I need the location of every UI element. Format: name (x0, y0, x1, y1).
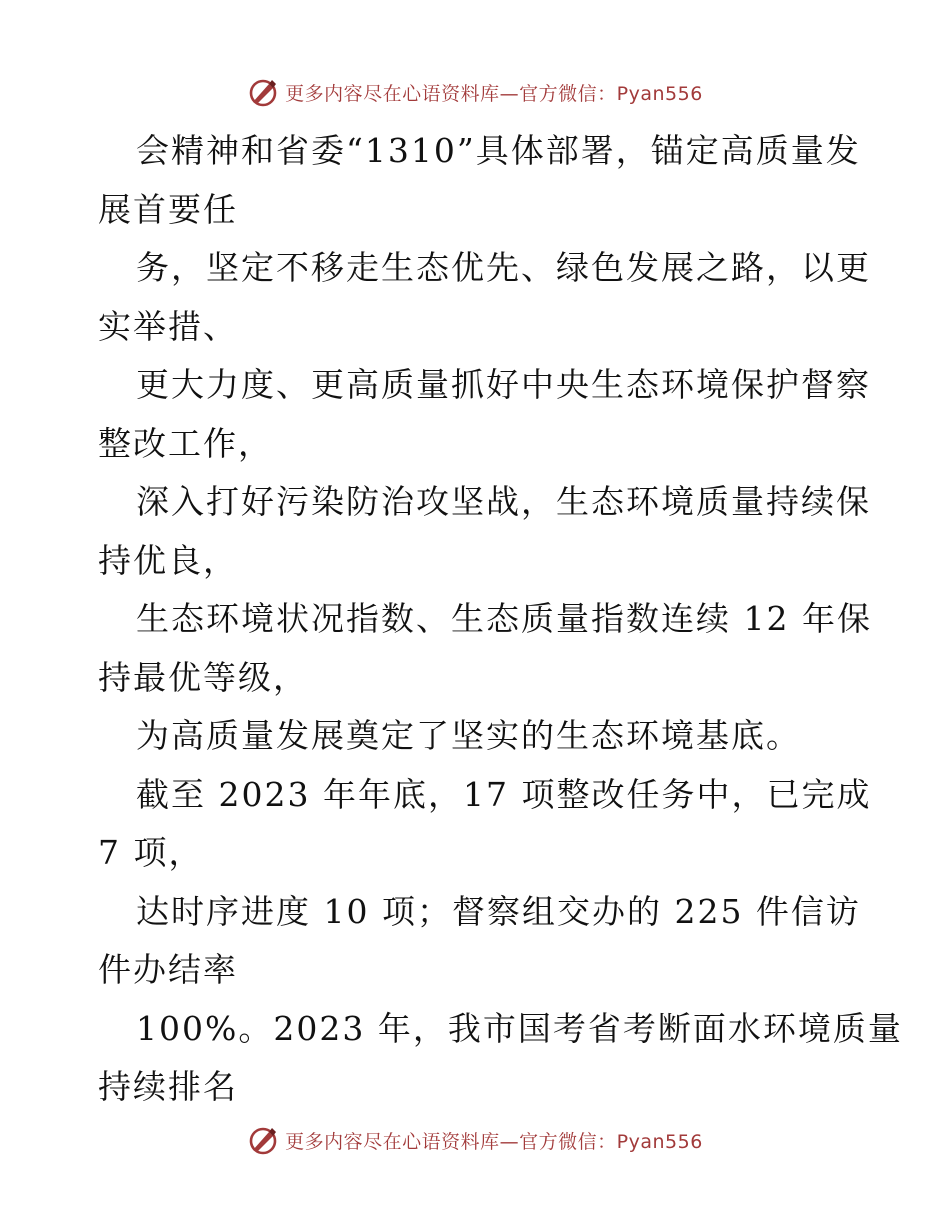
paragraph-line: 截至 2023 年年底，17 项整改任务中，已完成 (136, 774, 872, 814)
paragraph-line: 实举措、 (98, 306, 238, 346)
watermark-header (0, 72, 950, 112)
paragraph (98, 1000, 903, 1117)
paragraph (98, 122, 861, 239)
paragraph-line: 7 项， (98, 833, 204, 872)
paragraph-line: 100%。2023 年，我市国考省考断面水环境质量 (136, 1008, 903, 1048)
document-body (98, 122, 903, 1117)
pen-circle-logo-icon (247, 76, 279, 108)
paragraph-line: 生态环境状况指数、生态质量指数连续 12 年保 (136, 599, 872, 638)
paragraph (98, 883, 861, 1000)
paragraph-line: 为高质量发展奠定了坚实的生态环境基底。 (136, 716, 801, 755)
paragraph-line: 达时序进度 10 项；督察组交办的 225 件信访 (136, 891, 861, 931)
watermark-text: 更多内容尽在心语资料库—官方微信：Pyan556 (285, 82, 703, 105)
paragraph-line: 件办结率 (98, 950, 238, 989)
paragraph-line: 展首要任 (98, 189, 238, 229)
paragraph (98, 356, 871, 473)
pen-circle-logo-icon (247, 1124, 279, 1156)
paragraph (98, 766, 872, 883)
paragraph-line: 持最优等级， (98, 657, 308, 697)
paragraph-line: 深入打好污染防治攻坚战，生态环境质量持续保 (136, 482, 871, 521)
paragraph-line: 整改工作， (98, 423, 273, 463)
paragraph (98, 473, 871, 590)
paragraph-line: 更大力度、更高质量抓好中央生态环境保护督察 (136, 365, 871, 404)
paragraph (98, 707, 858, 766)
paragraph-line: 会精神和省委“1310”具体部署，锚定高质量发 (136, 131, 861, 170)
paragraph (98, 590, 872, 707)
watermark-footer (0, 1120, 950, 1160)
watermark-text: 更多内容尽在心语资料库—官方微信：Pyan556 (285, 1130, 703, 1153)
paragraph-line: 持续排名 (98, 1067, 238, 1106)
paragraph-line: 持优良， (98, 540, 238, 580)
paragraph-line: 务，坚定不移走生态优先、绿色发展之路，以更 (136, 248, 871, 287)
paragraph (98, 239, 871, 356)
